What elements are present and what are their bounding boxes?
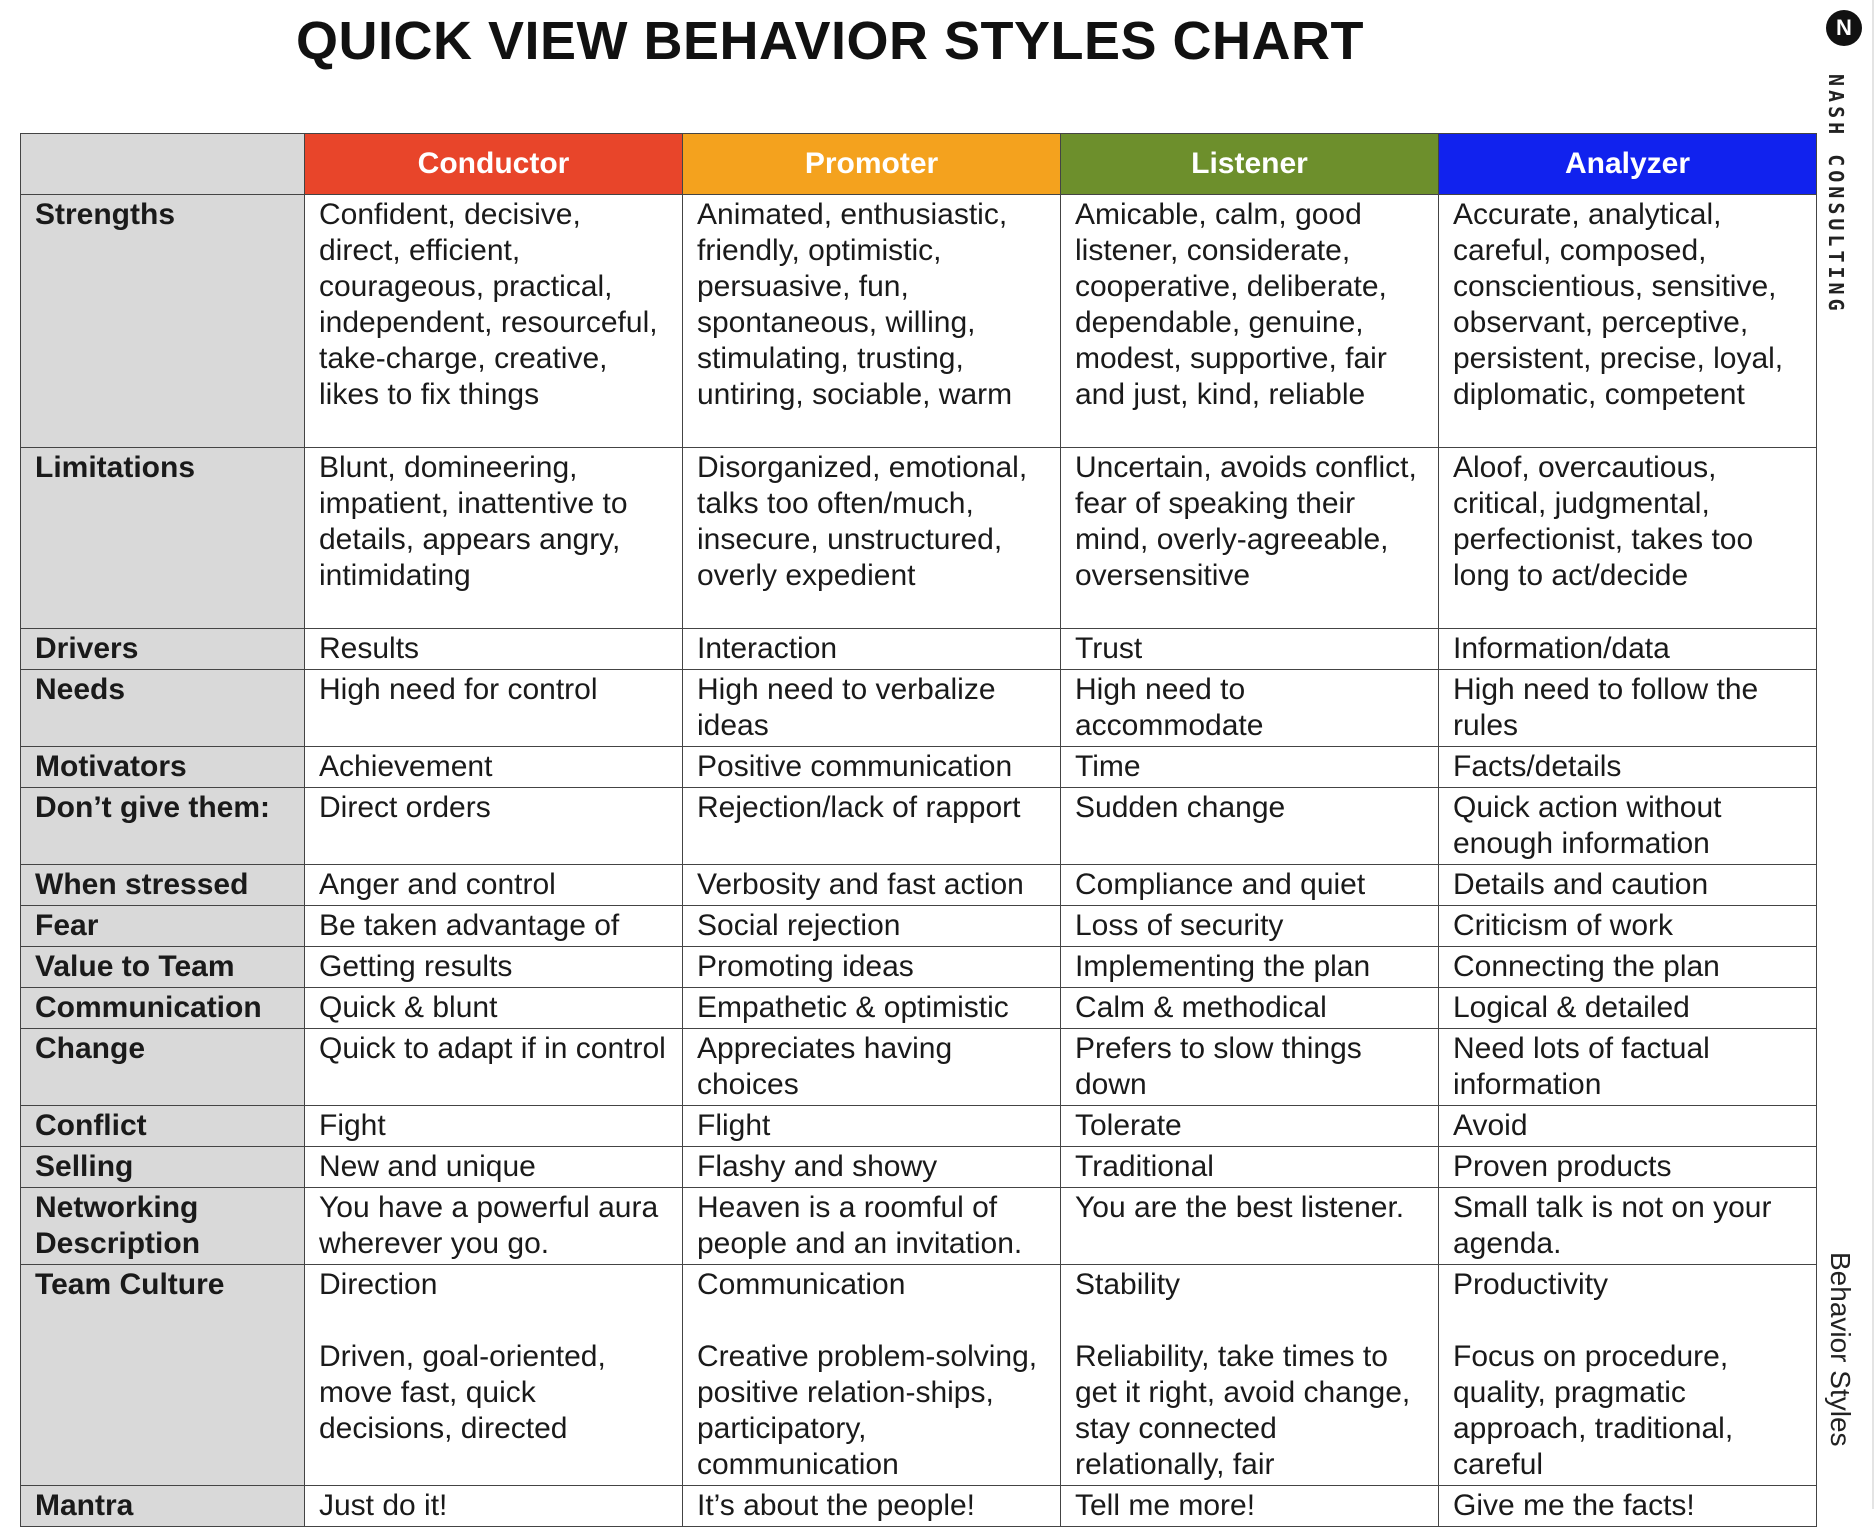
- cell-promoter: Appreciates having choices: [683, 1029, 1061, 1106]
- cell-conductor: Results: [305, 629, 683, 670]
- nash-logo-icon: N: [1826, 10, 1862, 46]
- cell-listener: Time: [1061, 747, 1439, 788]
- side-brand: [1816, 0, 1874, 1509]
- cell-listener: Implementing the plan: [1061, 947, 1439, 988]
- cell-analyzer: Quick action without enough information: [1439, 788, 1817, 865]
- cell-conductor: High need for control: [305, 670, 683, 747]
- cell-listener: Amicable, calm, good listener, considerate, cooperative, deliberate, dependable, genuine, modest, supportive, fair and just, kind, reliable: [1061, 195, 1439, 448]
- cell-conductor: Direct orders: [305, 788, 683, 865]
- table-row: [21, 906, 1817, 947]
- cell-conductor: Getting results: [305, 947, 683, 988]
- table-row: [21, 747, 1817, 788]
- cell-analyzer: Facts/details: [1439, 747, 1817, 788]
- cell-listener: Tell me more!: [1061, 1486, 1439, 1527]
- table-row: [21, 788, 1817, 865]
- cell-promoter: Communication Creative problem-solving, positive relation-ships, participatory, communication: [683, 1265, 1061, 1486]
- cell-analyzer: Proven products: [1439, 1147, 1817, 1188]
- row-label: When stressed: [21, 865, 305, 906]
- cell-conductor: Confident, decisive, direct, efficient, courageous, practical, independent, resourceful, take-charge, creative, likes to fix things: [305, 195, 683, 448]
- header-row: [21, 134, 1817, 195]
- cell-promoter: Positive communication: [683, 747, 1061, 788]
- table-row: [21, 1486, 1817, 1527]
- cell-analyzer: Accurate, analytical, careful, composed, conscientious, sensitive, observant, perceptive, persistent, precise, loyal, diplomatic, competent: [1439, 195, 1817, 448]
- cell-conductor: Just do it!: [305, 1486, 683, 1527]
- cell-analyzer: Criticism of work: [1439, 906, 1817, 947]
- cell-promoter: Social rejection: [683, 906, 1061, 947]
- table-row: [21, 1147, 1817, 1188]
- cell-promoter: Flashy and showy: [683, 1147, 1061, 1188]
- table-row: [21, 947, 1817, 988]
- row-label: Drivers: [21, 629, 305, 670]
- table-row: [21, 629, 1817, 670]
- table-row: [21, 1188, 1817, 1265]
- cell-listener: Sudden change: [1061, 788, 1439, 865]
- cell-promoter: Disorganized, emotional, talks too often/much, insecure, unstructured, overly expedient: [683, 448, 1061, 629]
- row-label: Limitations: [21, 448, 305, 629]
- cell-listener: Uncertain, avoids conflict, fear of speaking their mind, overly-agreeable, oversensitive: [1061, 448, 1439, 629]
- cell-analyzer: Aloof, overcautious, critical, judgmental, perfectionist, takes too long to act/decide: [1439, 448, 1817, 629]
- cell-promoter: Rejection/lack of rapport: [683, 788, 1061, 865]
- page-title: QUICK VIEW BEHAVIOR STYLES CHART: [295, 11, 1365, 71]
- cell-promoter: Heaven is a roomful of people and an invitation.: [683, 1188, 1061, 1265]
- cell-listener: You are the best listener.: [1061, 1188, 1439, 1265]
- cell-listener: Traditional: [1061, 1147, 1439, 1188]
- cell-listener: Tolerate: [1061, 1106, 1439, 1147]
- cell-promoter: Verbosity and fast action: [683, 865, 1061, 906]
- cell-promoter: Promoting ideas: [683, 947, 1061, 988]
- table-row: [21, 1106, 1817, 1147]
- cell-analyzer: Avoid: [1439, 1106, 1817, 1147]
- cell-conductor: New and unique: [305, 1147, 683, 1188]
- cell-conductor: Direction Driven, goal-oriented, move fast, quick decisions, directed: [305, 1265, 683, 1486]
- cell-analyzer: Connecting the plan: [1439, 947, 1817, 988]
- corner-cell: [21, 134, 305, 195]
- cell-conductor: Quick to adapt if in control: [305, 1029, 683, 1106]
- table-row: [21, 988, 1817, 1029]
- column-header-analyzer: Analyzer: [1439, 134, 1817, 195]
- table-row: [21, 1029, 1817, 1106]
- brand-name: NASH CONSULTING: [1824, 74, 1848, 315]
- row-label: Don’t give them:: [21, 788, 305, 865]
- cell-conductor: You have a powerful aura wherever you go.: [305, 1188, 683, 1265]
- table-row: [21, 195, 1817, 448]
- table-row: [21, 1265, 1817, 1486]
- row-label: Value to Team: [21, 947, 305, 988]
- row-label: Fear: [21, 906, 305, 947]
- cell-listener: Stability Reliability, take times to get it right, avoid change, stay connected relationally, fair: [1061, 1265, 1439, 1486]
- cell-analyzer: Information/data: [1439, 629, 1817, 670]
- cell-promoter: High need to verbalize ideas: [683, 670, 1061, 747]
- cell-analyzer: High need to follow the rules: [1439, 670, 1817, 747]
- cell-promoter: Empathetic & optimistic: [683, 988, 1061, 1029]
- table-row: [21, 865, 1817, 906]
- cell-promoter: Flight: [683, 1106, 1061, 1147]
- cell-analyzer: Give me the facts!: [1439, 1486, 1817, 1527]
- row-label: Change: [21, 1029, 305, 1106]
- cell-listener: Loss of security: [1061, 906, 1439, 947]
- cell-conductor: Quick & blunt: [305, 988, 683, 1029]
- table-row: [21, 448, 1817, 629]
- cell-analyzer: Productivity Focus on procedure, quality, pragmatic approach, traditional, careful: [1439, 1265, 1817, 1486]
- cell-listener: High need to accommodate: [1061, 670, 1439, 747]
- cell-promoter: It’s about the people!: [683, 1486, 1061, 1527]
- cell-listener: Calm & methodical: [1061, 988, 1439, 1029]
- cell-analyzer: Need lots of factual information: [1439, 1029, 1817, 1106]
- side-label: Behavior Styles: [1825, 1252, 1856, 1447]
- cell-listener: Trust: [1061, 629, 1439, 670]
- row-label: Motivators: [21, 747, 305, 788]
- cell-listener: Prefers to slow things down: [1061, 1029, 1439, 1106]
- cell-promoter: Animated, enthusiastic, friendly, optimistic, persuasive, fun, spontaneous, willing, stimulating, trusting, untiring, sociable, warm: [683, 195, 1061, 448]
- row-label: Strengths: [21, 195, 305, 448]
- cell-conductor: Fight: [305, 1106, 683, 1147]
- row-label: Communication: [21, 988, 305, 1029]
- column-header-conductor: Conductor: [305, 134, 683, 195]
- table-row: [21, 670, 1817, 747]
- row-label: Networking Description: [21, 1188, 305, 1265]
- cell-promoter: Interaction: [683, 629, 1061, 670]
- cell-analyzer: Small talk is not on your agenda.: [1439, 1188, 1817, 1265]
- cell-conductor: Be taken advantage of: [305, 906, 683, 947]
- row-label: Needs: [21, 670, 305, 747]
- row-label: Team Culture: [21, 1265, 305, 1486]
- cell-conductor: Achievement: [305, 747, 683, 788]
- column-header-promoter: Promoter: [683, 134, 1061, 195]
- behavior-styles-table: [20, 133, 1817, 1527]
- row-label: Mantra: [21, 1486, 305, 1527]
- row-label: Conflict: [21, 1106, 305, 1147]
- cell-listener: Compliance and quiet: [1061, 865, 1439, 906]
- cell-analyzer: Details and caution: [1439, 865, 1817, 906]
- cell-conductor: Blunt, domineering, impatient, inattentive to details, appears angry, intimidating: [305, 448, 683, 629]
- cell-conductor: Anger and control: [305, 865, 683, 906]
- cell-analyzer: Logical & detailed: [1439, 988, 1817, 1029]
- column-header-listener: Listener: [1061, 134, 1439, 195]
- row-label: Selling: [21, 1147, 305, 1188]
